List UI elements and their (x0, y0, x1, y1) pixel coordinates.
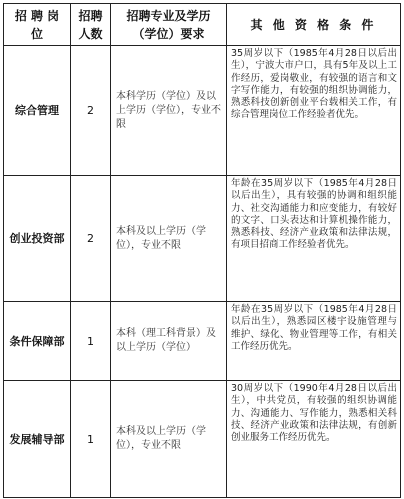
requirements-cell: 35周岁以下（1985年4月28日以后出生），宁波大市户口，具有5年及以上工作经历，爱岗敬业，有较强的语言和文字写作能力，有较强的组织协调能力，熟悉科技创新创业平台载相关工作，有综合管理岗位工作经验者优先。 (227, 46, 401, 176)
position-cell: 条件保障部 (4, 302, 71, 381)
major-cell: 本科及以上学历（学位），专业不限 (111, 176, 227, 302)
header-position: 招 聘 岗 位 (4, 4, 71, 46)
position-cell: 综合管理 (4, 46, 71, 176)
header-other-requirements: 其 他 资 格 条 件 (227, 4, 401, 46)
table-row (4, 381, 401, 498)
requirements-cell: 年龄在35周岁以下（1985年4月28日以后出生），具有较强的协调和组织能力、社交沟通能力和应变能力，有较好的文字、口头表达和计算机操作能力，熟悉科技、经济产业政策和法律法规，有项目招商工作经验者优先。 (227, 176, 401, 302)
table-header-row (4, 4, 401, 46)
position-cell: 发展辅导部 (4, 381, 71, 498)
count-cell: 1 (71, 381, 111, 498)
header-major: 招聘专业及学历 （学位）要求 (111, 4, 227, 46)
count-cell: 1 (71, 302, 111, 381)
recruitment-table-container (3, 3, 400, 496)
major-cell: 本科（理工科背景）及以上学历（学位） (111, 302, 227, 381)
table-row (4, 46, 401, 176)
header-count: 招聘 人数 (71, 4, 111, 46)
recruitment-table (3, 3, 401, 498)
requirements-cell: 年龄在35周岁以下（1985年4月28日以后出生），熟悉园区楼宇设施管理与维护、绿化、物业管理等工作，有相关工作经历优先。 (227, 302, 401, 381)
major-cell: 本科及以上学历（学位），专业不限 (111, 381, 227, 498)
requirements-cell: 30周岁以下（1990年4月28日以后出生），中共党员，有较强的组织协调能力、沟通能力、写作能力，熟悉相关科技、经济产业政策和法律法规，有创新创业服务工作经历优先。 (227, 381, 401, 498)
table-row (4, 176, 401, 302)
table-row (4, 302, 401, 381)
position-cell: 创业投资部 (4, 176, 71, 302)
count-cell: 2 (71, 46, 111, 176)
count-cell: 2 (71, 176, 111, 302)
major-cell: 本科学历（学位）及以上学历（学位），专业不限 (111, 46, 227, 176)
